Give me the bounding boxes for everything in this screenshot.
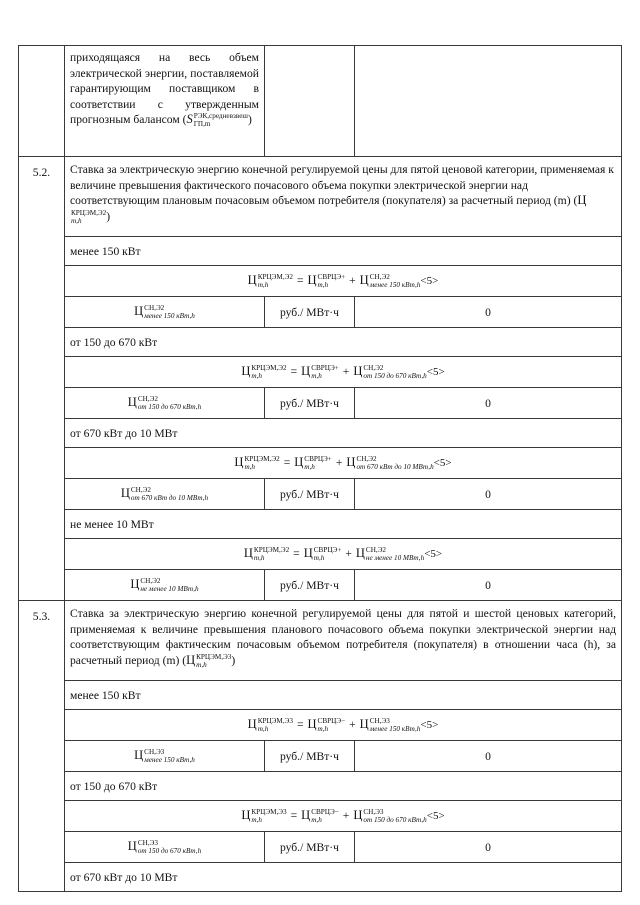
comp-indices xyxy=(144,748,195,764)
formula xyxy=(65,266,622,297)
rhs1-base: Ц xyxy=(294,454,304,469)
plus-sign: + xyxy=(349,717,356,731)
comp-base: Ц xyxy=(120,485,130,500)
rhs1-sub: m,h xyxy=(313,554,325,563)
lhs-sup: КРЦЭМ,Э2 xyxy=(244,455,280,464)
table-row xyxy=(19,388,622,419)
value-cell: 0 xyxy=(355,570,622,601)
comp-sup: СН,Э2 xyxy=(140,577,161,586)
comp-base: Ц xyxy=(127,838,137,853)
lhs-base: Ц xyxy=(243,545,253,560)
plus-sign: + xyxy=(342,808,350,822)
section-number: 5.3. xyxy=(19,601,65,892)
rhs2-base: Ц xyxy=(353,363,363,378)
formula xyxy=(65,710,622,741)
rhs2-sup: СН,Э2 xyxy=(363,364,384,373)
rhs1-base: Ц xyxy=(307,272,317,287)
rhs2-indices xyxy=(370,273,421,289)
lhs-indices xyxy=(251,364,286,380)
value-cell: 0 xyxy=(355,479,622,510)
rhs1-base: Ц xyxy=(301,807,311,822)
tariff-table xyxy=(18,45,622,892)
equals-sign: = xyxy=(296,717,304,731)
value-cell: 0 xyxy=(355,741,622,772)
symbol-indices xyxy=(194,112,248,128)
lhs-sub: m,h xyxy=(257,281,269,290)
unit-cell xyxy=(265,46,355,157)
plus-sign: + xyxy=(342,364,350,378)
equals-sign: = xyxy=(290,808,298,822)
comp-sub: менее 150 кВт,h xyxy=(144,756,195,765)
lhs-sup: КРЦЭМ,Э2 xyxy=(253,546,290,555)
rhs1-indices xyxy=(311,364,339,380)
lhs-sub: m,h xyxy=(253,554,265,563)
section-description xyxy=(65,601,622,681)
formula xyxy=(65,539,622,570)
desc-symbol-sup: КРЦЭМ,Э3 xyxy=(196,652,232,661)
value-cell: 0 xyxy=(355,388,622,419)
rhs1-sup: СВРЦЭ+ xyxy=(317,273,346,282)
lhs-sup: КРЦЭМ,Э2 xyxy=(257,273,293,282)
rhs2-sub: не менее 10 МВт,h xyxy=(365,554,425,563)
rhs1-base: Ц xyxy=(307,716,317,731)
table-row xyxy=(19,601,622,681)
rhs2-sup: СН,Э2 xyxy=(365,546,387,555)
lhs-sub: m,h xyxy=(251,372,262,381)
lhs-indices xyxy=(254,546,289,562)
desc-symbol-sup: КРЦЭМ,Э2 xyxy=(71,208,107,217)
lhs-base: Ц xyxy=(247,716,257,731)
value-cell: 0 xyxy=(355,297,622,328)
number-cell xyxy=(19,46,65,157)
comp-sup: СН,Э3 xyxy=(137,839,158,848)
component-symbol xyxy=(65,741,265,772)
footnote-ref: <5> xyxy=(424,547,443,560)
rhs2-sub: менее 150 кВт,h xyxy=(369,725,421,734)
table-row xyxy=(19,539,622,570)
symbol-sup: РЭК,средневзвеш xyxy=(193,112,248,121)
footnote-ref: <5> xyxy=(420,274,439,287)
unit-cell: руб./ МВт·ч xyxy=(265,479,355,510)
lhs-sub: m,h xyxy=(244,463,256,472)
table-row xyxy=(19,681,622,710)
table-row xyxy=(19,419,622,448)
desc-symbol-sub: m,h xyxy=(71,216,82,225)
description-text: приходящаяся на весь объем электрической энергии, поставляемой гарантирующим поставщиком в соответствии с утвержденным прогнозным балансом ( xyxy=(70,51,259,126)
rhs1-sup: СВРЦЭ+ xyxy=(313,546,342,555)
rhs2-sup: СН,Э2 xyxy=(369,273,390,282)
comp-sub: от 150 до 670 кВт,h xyxy=(137,847,202,856)
close-paren: ) xyxy=(106,209,111,223)
power-range-label: не менее 10 МВт xyxy=(65,510,622,539)
table-row xyxy=(19,832,622,863)
rhs2-base: Ц xyxy=(359,716,369,731)
lhs-base: Ц xyxy=(241,807,251,822)
rhs1-sup: СВРЦЭ− xyxy=(311,808,339,817)
rhs1-base: Ц xyxy=(303,545,313,560)
comp-sub: от 670 кВт до 10 МВт,h xyxy=(130,494,209,503)
rhs2-sup: СН,Э2 xyxy=(356,455,377,464)
close-paren: ) xyxy=(231,653,236,667)
comp-indices xyxy=(140,577,198,593)
comp-indices xyxy=(138,395,201,411)
lhs-sub: m,h xyxy=(257,725,269,734)
comp-sub: менее 150 кВт,h xyxy=(144,312,195,321)
power-range-label: менее 150 кВт xyxy=(65,681,622,710)
footnote-ref: <5> xyxy=(433,456,452,469)
plus-sign: + xyxy=(335,455,343,469)
table-row xyxy=(19,237,622,266)
symbol-sub: ГП,m xyxy=(193,120,211,129)
rhs2-sup: СН,Э3 xyxy=(363,808,384,817)
comp-base: Ц xyxy=(127,394,137,409)
comp-base: Ц xyxy=(134,747,144,762)
lhs-sup: КРЦЭМ,Э3 xyxy=(251,808,287,817)
comp-indices xyxy=(144,304,195,320)
table-row xyxy=(19,510,622,539)
unit-cell: руб./ МВт·ч xyxy=(265,297,355,328)
table-row xyxy=(19,741,622,772)
rhs1-sub: m,h xyxy=(311,816,322,825)
component-symbol xyxy=(65,388,265,419)
comp-sup: СН,Э2 xyxy=(144,304,165,313)
table-row xyxy=(19,801,622,832)
lhs-indices xyxy=(258,273,293,289)
rhs2-sub: от 670 кВт до 10 МВт,h xyxy=(356,463,434,472)
value-cell: 0 xyxy=(355,832,622,863)
table-row xyxy=(19,570,622,601)
comp-sub: от 150 до 670 кВт,h xyxy=(137,403,202,412)
plus-sign: + xyxy=(345,546,352,560)
rhs2-indices xyxy=(370,717,421,733)
comp-sup: СН,Э2 xyxy=(137,395,158,404)
component-symbol xyxy=(65,832,265,863)
formula xyxy=(65,357,622,388)
lhs-indices xyxy=(251,808,286,824)
component-symbol xyxy=(65,297,265,328)
desc-symbol-indices xyxy=(71,209,106,225)
section-description xyxy=(65,157,622,237)
rhs2-sub: менее 150 кВт,h xyxy=(369,281,421,290)
comp-base: Ц xyxy=(130,576,140,591)
section-number: 5.2. xyxy=(19,157,65,601)
rhs1-indices xyxy=(304,455,332,471)
comp-sub: не менее 10 МВт,h xyxy=(140,585,199,594)
power-range-label: менее 150 кВт xyxy=(65,237,622,266)
rhs1-sub: m,h xyxy=(317,281,329,290)
table-row xyxy=(19,357,622,388)
desc-symbol-indices xyxy=(196,653,231,669)
rhs2-sub: от 150 до 670 кВт,h xyxy=(363,816,427,825)
equals-sign: = xyxy=(290,364,298,378)
rhs2-indices xyxy=(356,455,433,471)
rhs1-indices xyxy=(311,808,339,824)
unit-cell: руб./ МВт·ч xyxy=(265,388,355,419)
rhs2-indices xyxy=(363,808,426,824)
table-row xyxy=(19,46,622,157)
description-text: Ставка за электрическую энергию конечной регулируемой цены для пятой ценовой категории, применяемая к величине превышения фактического почасового объема покупки электрической энергии над соответствующим плановым почасовым объемом потребителя (покупателя) за расчетный период (m) ( xyxy=(70,163,614,207)
power-range-label: от 150 до 670 кВт xyxy=(65,772,622,801)
rhs1-indices xyxy=(318,717,346,733)
rhs1-sup: СВРЦЭ+ xyxy=(311,364,339,373)
table-row xyxy=(19,710,622,741)
component-symbol xyxy=(65,479,265,510)
lhs-base: Ц xyxy=(241,363,251,378)
rhs1-base: Ц xyxy=(301,363,311,378)
rhs1-sup: СВРЦЭ− xyxy=(317,717,346,726)
rhs2-indices xyxy=(363,364,426,380)
rhs1-sub: m,h xyxy=(317,725,329,734)
power-range-label: от 670 кВт до 10 МВт xyxy=(65,863,622,892)
desc-symbol-sub: m,h xyxy=(196,660,207,669)
comp-sup: СН,Э2 xyxy=(130,486,152,495)
rhs1-indices xyxy=(318,273,346,289)
table-row xyxy=(19,479,622,510)
description-text: Ставка за электрическую энергию конечной регулируемой цены для пятой и шестой ценовых категорий, применяемая к величине превышения планового почасового объема покупки электрической энергии над соответствующим фактическим почасовым объемом потребителя (покупателя) в отношении часа (h), за расчетный период (m) ( xyxy=(70,607,616,667)
comp-indices xyxy=(131,486,208,502)
close-paren: ) xyxy=(247,113,252,126)
formula xyxy=(65,448,622,479)
table-row xyxy=(19,863,622,892)
footnote-ref: <5> xyxy=(426,809,445,822)
rhs2-base: Ц xyxy=(346,454,356,469)
desc-symbol-base: Ц xyxy=(577,193,587,207)
footnote-ref: <5> xyxy=(420,718,439,731)
symbol-base: S xyxy=(186,112,193,126)
description-cell xyxy=(65,46,265,157)
value-cell xyxy=(355,46,622,157)
table-row xyxy=(19,297,622,328)
table-row xyxy=(19,448,622,479)
component-symbol xyxy=(65,570,265,601)
comp-indices xyxy=(138,839,201,855)
plus-sign: + xyxy=(349,273,356,287)
lhs-sup: КРЦЭМ,Э3 xyxy=(257,717,293,726)
equals-sign: = xyxy=(283,455,291,469)
lhs-sup: КРЦЭМ,Э2 xyxy=(251,364,287,373)
lhs-base: Ц xyxy=(247,272,257,287)
power-range-label: от 150 до 670 кВт xyxy=(65,328,622,357)
power-range-label: от 670 кВт до 10 МВт xyxy=(65,419,622,448)
formula xyxy=(65,801,622,832)
rhs1-sub: m,h xyxy=(304,463,315,472)
rhs2-indices xyxy=(366,546,424,562)
unit-cell: руб./ МВт·ч xyxy=(265,741,355,772)
rhs2-base: Ц xyxy=(355,545,365,560)
footnote-ref: <5> xyxy=(426,365,445,378)
unit-cell: руб./ МВт·ч xyxy=(265,570,355,601)
lhs-sub: m,h xyxy=(251,816,262,825)
comp-sup: СН,Э3 xyxy=(144,748,165,757)
rhs1-indices xyxy=(314,546,342,562)
table-row xyxy=(19,266,622,297)
lhs-base: Ц xyxy=(234,454,244,469)
rhs1-sub: m,h xyxy=(311,372,322,381)
lhs-indices xyxy=(244,455,279,471)
equals-sign: = xyxy=(293,546,300,560)
rhs2-base: Ц xyxy=(359,272,369,287)
rhs2-sub: от 150 до 670 кВт,h xyxy=(363,372,427,381)
table-row xyxy=(19,157,622,237)
rhs2-sup: СН,Э3 xyxy=(369,717,390,726)
rhs1-sup: СВРЦЭ+ xyxy=(304,455,332,464)
table-row xyxy=(19,328,622,357)
desc-symbol-base: Ц xyxy=(186,652,196,667)
equals-sign: = xyxy=(296,273,304,287)
table-row xyxy=(19,772,622,801)
unit-cell: руб./ МВт·ч xyxy=(265,832,355,863)
rhs2-base: Ц xyxy=(353,807,363,822)
lhs-indices xyxy=(258,717,293,733)
comp-base: Ц xyxy=(134,303,144,318)
